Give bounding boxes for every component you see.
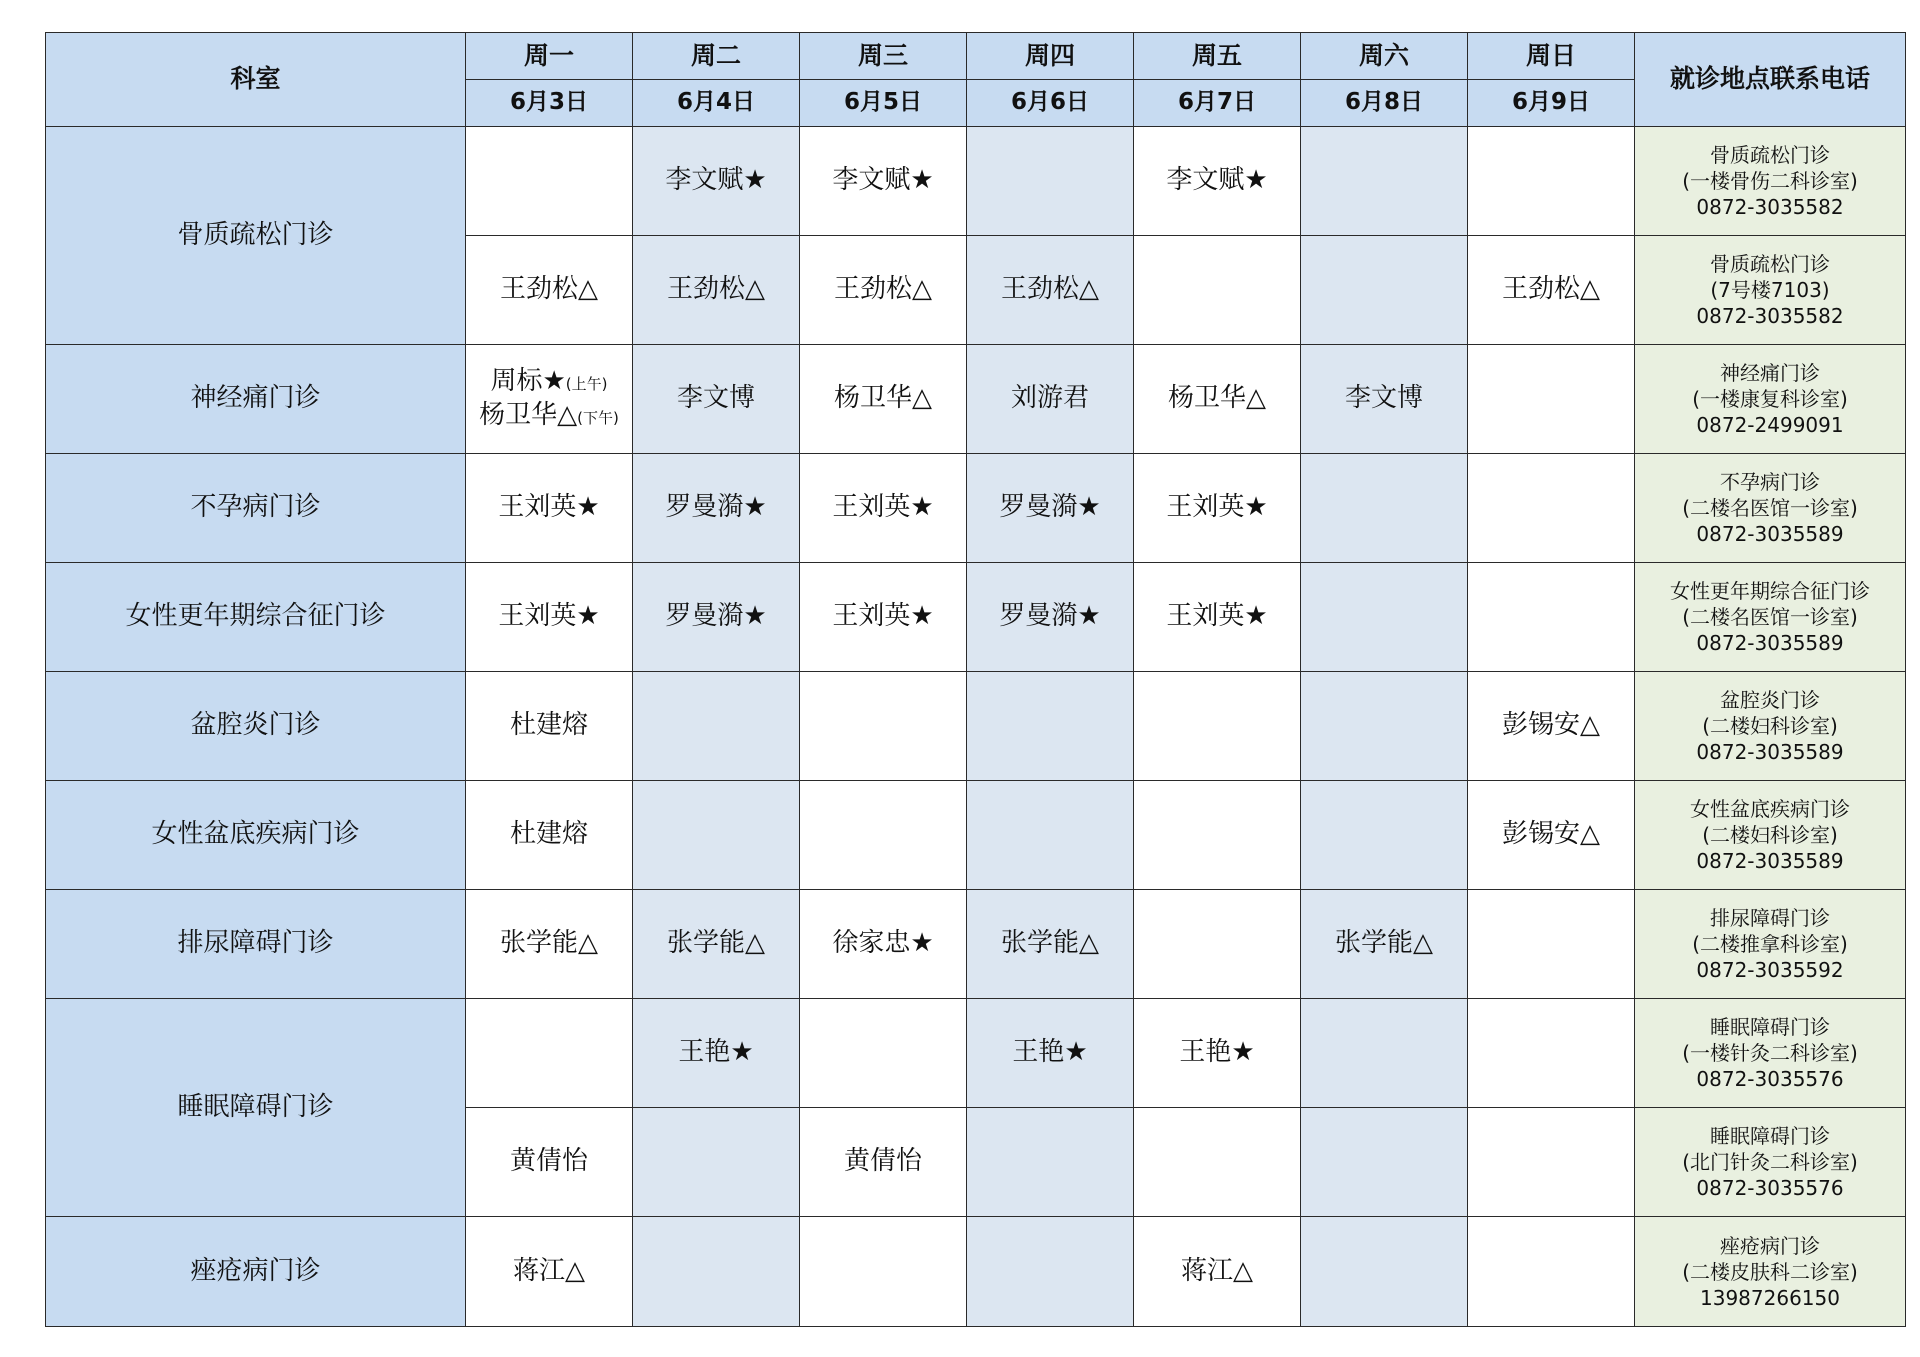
doctor-cell: [633, 1217, 800, 1327]
contact-location: (一楼骨伤二科诊室): [1682, 169, 1858, 193]
doctor-cell: 王艳★: [967, 999, 1134, 1108]
doctor-cell: 杨卫华△: [800, 345, 967, 454]
doctor-cell: [633, 672, 800, 781]
date-header: 6月5日: [800, 80, 967, 127]
dept-header: 科室: [46, 33, 466, 127]
doctor-cell: 王艳★: [1134, 999, 1301, 1108]
table-row: [46, 454, 1906, 563]
doctor-cell: [1468, 890, 1635, 999]
doctor-cell: 王刘英★: [466, 563, 633, 672]
doctor-cell: [1468, 127, 1635, 236]
contact-location: (7号楼7103): [1710, 278, 1830, 302]
doctor-cell: 王刘英★: [800, 454, 967, 563]
table-row: [46, 781, 1906, 890]
doctor-cell: 王劲松△: [466, 236, 633, 345]
doctor-cell: 张学能△: [466, 890, 633, 999]
doctor-cell: [1134, 781, 1301, 890]
weekday-header: 周二: [633, 33, 800, 80]
weekday-header: 周一: [466, 33, 633, 80]
doctor-cell: 王劲松△: [967, 236, 1134, 345]
doctor-cell: [800, 672, 967, 781]
contact-phone: 0872-3035589: [1696, 849, 1844, 873]
doctor-cell: 王劲松△: [1468, 236, 1635, 345]
contact-cell: [1635, 781, 1906, 890]
contact-location: (二楼推拿科诊室): [1692, 932, 1848, 956]
contact-clinic: 女性更年期综合征门诊: [1670, 579, 1870, 603]
doctor-cell: 蒋江△: [1134, 1217, 1301, 1327]
doctor-cell: 杜建熔: [466, 781, 633, 890]
contact-clinic: 骨质疏松门诊: [1710, 143, 1830, 167]
doctor-cell: [1468, 999, 1635, 1108]
contact-location: (北门针灸二科诊室): [1682, 1150, 1858, 1174]
doctor-cell: 罗曼漪★: [967, 454, 1134, 563]
doctor-cell: [1134, 890, 1301, 999]
doctor-morning: 周标★: [490, 366, 566, 397]
contact-cell: [1635, 127, 1906, 236]
doctor-cell: [967, 672, 1134, 781]
table-row: [46, 890, 1906, 999]
contact-cell: [1635, 563, 1906, 672]
contact-cell: [1635, 454, 1906, 563]
doctor-cell: [967, 1217, 1134, 1327]
contact-phone: 0872-3035582: [1696, 304, 1844, 328]
doctor-cell-split: [466, 345, 633, 454]
contact-clinic: 女性盆底疾病门诊: [1690, 797, 1850, 821]
dept-name: 骨质疏松门诊: [46, 127, 466, 345]
contact-clinic: 骨质疏松门诊: [1710, 252, 1830, 276]
doctor-cell: 刘游君: [967, 345, 1134, 454]
contact-phone: 0872-3035592: [1696, 958, 1844, 982]
doctor-cell: 黄倩怡: [466, 1108, 633, 1217]
doctor-cell: [800, 999, 967, 1108]
doctor-cell: [1301, 563, 1468, 672]
weekday-header: 周三: [800, 33, 967, 80]
doctor-cell: [967, 127, 1134, 236]
doctor-cell: 王刘英★: [1134, 454, 1301, 563]
doctor-cell: [466, 999, 633, 1108]
contact-phone: 0872-3035589: [1696, 522, 1844, 546]
doctor-cell: 蒋江△: [466, 1217, 633, 1327]
morning-note: (上午): [565, 375, 608, 394]
contact-header: 就诊地点联系电话: [1635, 33, 1906, 127]
contact-location: (二楼皮肤科二诊室): [1682, 1259, 1858, 1284]
doctor-cell: [1468, 345, 1635, 454]
doctor-cell: 王刘英★: [466, 454, 633, 563]
doctor-cell: [466, 127, 633, 236]
doctor-cell: [1134, 672, 1301, 781]
doctor-cell: 张学能△: [633, 890, 800, 999]
contact-phone: 0872-3035582: [1696, 195, 1844, 219]
date-header: 6月8日: [1301, 80, 1468, 127]
weekday-header: 周四: [967, 33, 1134, 80]
weekday-header: 周六: [1301, 33, 1468, 80]
contact-location: (二楼名医馆一诊室): [1682, 605, 1858, 629]
doctor-cell: [1301, 672, 1468, 781]
table-row: [46, 563, 1906, 672]
doctor-cell: [1301, 127, 1468, 236]
contact-phone: 0872-3035576: [1696, 1176, 1844, 1200]
date-header: 6月4日: [633, 80, 800, 127]
doctor-cell: 王刘英★: [800, 563, 967, 672]
doctor-cell: 罗曼漪★: [633, 454, 800, 563]
table-row: [46, 127, 1906, 236]
contact-phone: 0872-3035576: [1696, 1067, 1844, 1091]
contact-location: (二楼名医馆一诊室): [1682, 496, 1858, 520]
contact-phone: 13987266150: [1700, 1285, 1840, 1310]
doctor-cell: [633, 1108, 800, 1217]
contact-cell: [1635, 236, 1906, 345]
doctor-cell: [1301, 1108, 1468, 1217]
dept-name: 睡眠障碍门诊: [46, 999, 466, 1217]
contact-location: (一楼康复科诊室): [1692, 387, 1848, 411]
doctor-cell: 王劲松△: [633, 236, 800, 345]
contact-clinic: 神经痛门诊: [1720, 361, 1820, 385]
contact-phone: 0872-2499091: [1696, 413, 1844, 437]
contact-cell: [1635, 672, 1906, 781]
dept-name: 神经痛门诊: [46, 345, 466, 454]
doctor-cell: [800, 781, 967, 890]
contact-location: (二楼妇科诊室): [1702, 823, 1838, 847]
contact-clinic: 睡眠障碍门诊: [1710, 1015, 1830, 1039]
dept-name: 不孕病门诊: [46, 454, 466, 563]
doctor-cell: 王刘英★: [1134, 563, 1301, 672]
doctor-cell: 李文赋★: [633, 127, 800, 236]
doctor-cell: [1301, 781, 1468, 890]
contact-clinic: 不孕病门诊: [1720, 470, 1820, 494]
table-row: [46, 999, 1906, 1108]
contact-clinic: 盆腔炎门诊: [1720, 688, 1820, 712]
doctor-cell: 李文博: [633, 345, 800, 454]
contact-location: (二楼妇科诊室): [1702, 714, 1838, 738]
doctor-cell: 杨卫华△: [1134, 345, 1301, 454]
date-header: 6月7日: [1134, 80, 1301, 127]
contact-phone: 0872-3035589: [1696, 631, 1844, 655]
contact-cell: [1635, 890, 1906, 999]
contact-cell: [1635, 1108, 1906, 1217]
doctor-cell: [1134, 1108, 1301, 1217]
date-header: 6月3日: [466, 80, 633, 127]
doctor-cell: 徐家忠★: [800, 890, 967, 999]
dept-name: 盆腔炎门诊: [46, 672, 466, 781]
doctor-cell: [1468, 1217, 1635, 1327]
doctor-cell: 黄倩怡: [800, 1108, 967, 1217]
doctor-cell: 彭锡安△: [1468, 781, 1635, 890]
doctor-cell: 李文赋★: [800, 127, 967, 236]
contact-cell: [1635, 1217, 1906, 1327]
doctor-cell: 杜建熔: [466, 672, 633, 781]
dept-name: 女性更年期综合征门诊: [46, 563, 466, 672]
table-row: [46, 672, 1906, 781]
date-header: 6月9日: [1468, 80, 1635, 127]
doctor-cell: [967, 1108, 1134, 1217]
doctor-cell: 李文博: [1301, 345, 1468, 454]
contact-clinic: 排尿障碍门诊: [1710, 906, 1830, 930]
table-row: [46, 1217, 1906, 1327]
table-row: [46, 345, 1906, 454]
doctor-cell: 罗曼漪★: [633, 563, 800, 672]
dept-name: 排尿障碍门诊: [46, 890, 466, 999]
doctor-cell: [1301, 1217, 1468, 1327]
contact-cell: [1635, 345, 1906, 454]
dept-name: 痤疮病门诊: [46, 1217, 466, 1327]
doctor-cell: [1301, 999, 1468, 1108]
doctor-cell: [1301, 236, 1468, 345]
dept-name: 女性盆底疾病门诊: [46, 781, 466, 890]
weekday-header: 周日: [1468, 33, 1635, 80]
contact-location: (一楼针灸二科诊室): [1682, 1041, 1858, 1065]
clinic-schedule-table: [45, 32, 1906, 1327]
header-row-weekdays: [46, 33, 1906, 80]
doctor-afternoon: 杨卫华△: [479, 400, 578, 430]
doctor-cell: 王劲松△: [800, 236, 967, 345]
contact-clinic: 睡眠障碍门诊: [1710, 1124, 1830, 1148]
contact-phone: 0872-3035589: [1696, 740, 1844, 764]
afternoon-note: (下午): [577, 409, 619, 427]
doctor-cell: 罗曼漪★: [967, 563, 1134, 672]
doctor-cell: [800, 1217, 967, 1327]
doctor-cell: 张学能△: [967, 890, 1134, 999]
doctor-cell: [1134, 236, 1301, 345]
contact-cell: [1635, 999, 1906, 1108]
contact-clinic: 痤疮病门诊: [1720, 1233, 1820, 1258]
doctor-cell: [967, 781, 1134, 890]
doctor-cell: [1301, 454, 1468, 563]
doctor-cell: [633, 781, 800, 890]
doctor-cell: [1468, 454, 1635, 563]
weekday-header: 周五: [1134, 33, 1301, 80]
doctor-cell: [1468, 563, 1635, 672]
doctor-cell: 王艳★: [633, 999, 800, 1108]
doctor-cell: 张学能△: [1301, 890, 1468, 999]
date-header: 6月6日: [967, 80, 1134, 127]
doctor-cell: 李文赋★: [1134, 127, 1301, 236]
doctor-cell: 彭锡安△: [1468, 672, 1635, 781]
doctor-cell: [1468, 1108, 1635, 1217]
